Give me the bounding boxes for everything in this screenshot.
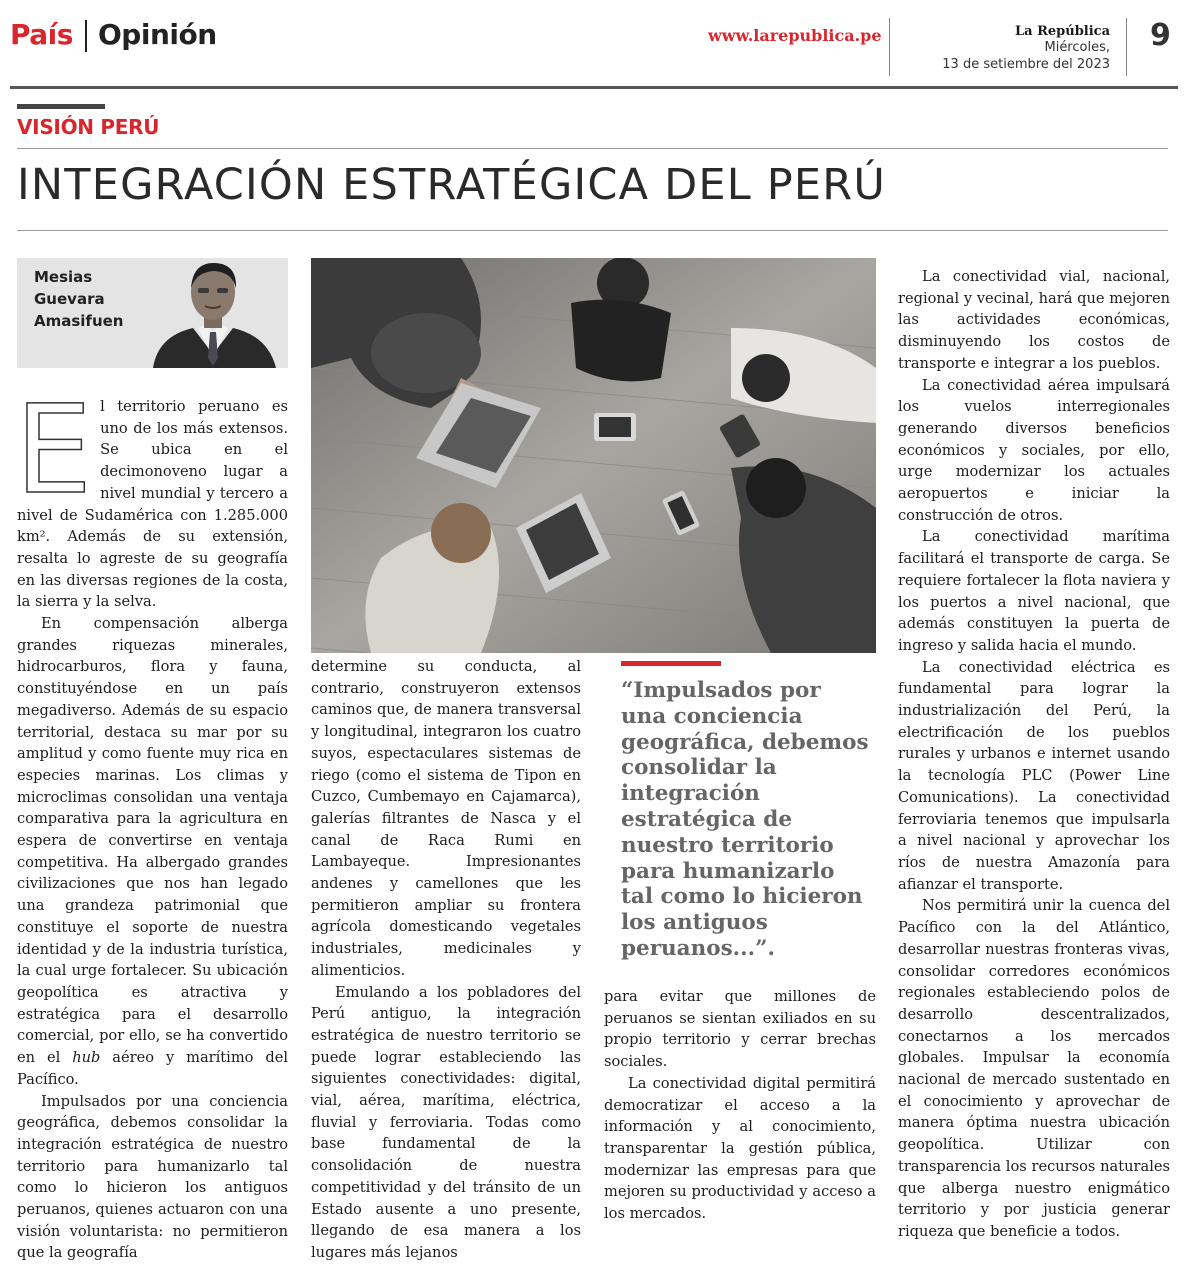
headline: INTEGRACIÓN ESTRATÉGICA DEL PERÚ — [17, 160, 886, 210]
paragraph: Emulando a los pobladores del Perú antiguo, la integración estratégica de nuestro territorio se puede lograr estableciendo las siguientes conectividades: digital, vial, aérea, marítima, eléctrica, fluvial y ferroviaria. Todas como base fundamental de la consolidación de nuestra competitividad y del tránsito de un Estado ausente a uno presente, llegando de esa manera a los lugares más lejanos — [311, 982, 581, 1264]
header-rule — [10, 86, 1178, 89]
article-column-1 — [17, 396, 288, 1264]
paragraph-text: l territorio peruano es uno de los más extensos. Se ubica en el decimonoveno lugar a nivel mundial y tercero a nivel de Sudamérica con 1.285.000 km². Además de su extensión, resalta lo agreste de su geografía en las diversas regiones de la costa, la sierra y la selva. — [17, 398, 288, 610]
paragraph-text: aéreo y marítimo del Pacífico. — [17, 1049, 288, 1088]
article-photo — [311, 258, 876, 653]
kicker-bar — [17, 104, 105, 109]
paragraph: La conectividad aérea impulsará los vuelos interregionales generando diversos beneficios económicos y sociales, por ello, urge modernizar los actuales aeropuertos e iniciar la construcción de otros. — [898, 375, 1170, 527]
paragraph — [17, 613, 288, 1090]
author-surname-1: Guevara — [34, 288, 124, 310]
article-column-2 — [311, 656, 581, 1264]
header-divider — [889, 18, 890, 76]
divider — [17, 230, 1168, 231]
article-column-3 — [604, 986, 876, 1225]
subsection-label[interactable]: Opinión — [98, 18, 217, 51]
paragraph: La conectividad eléctrica es fundamental para lograr la industrialización del Perú, la electrificación de los pueblos rurales y urbanos e internet usando la tecnología PLC (Power Line Comunications). La conectividad ferroviaria tenemos que impulsarla a nivel nacional y aprovechar los ríos de nuestra Amazonía para afianzar el transporte. — [898, 657, 1170, 896]
page-number: 9 — [1150, 18, 1171, 53]
paragraph: La conectividad digital permitirá democratizar el acceso a la información y al conocimiento, transparentar la gestión pública, modernizar las empresas para que mejoren su productividad y acceso a los mercados. — [604, 1073, 876, 1225]
newspaper-brand: La República — [960, 24, 1110, 39]
paragraph: Nos permitirá unir la cuenca del Pacífico con la del Atlántico, desarrollar nuestras fronteras vivas, consolidar corredores económicos regionales estableciendo polos de desarrollo descentralizados, conectarnos a los mercados globales. Impulsar la economía nacional de mercado sustentado en el conocimiento y aprovechar de manera óptima nuestra ubicación geopolítica. Utilizar con transparencia los recursos naturales que alberga nuestro enigmático territorio y por justicia generar riqueza que beneficie a todos. — [898, 895, 1170, 1242]
author-box — [17, 258, 288, 368]
divider — [17, 148, 1168, 149]
article-column-4 — [898, 266, 1170, 1243]
author-first-name: Mesias — [34, 266, 124, 288]
paragraph: La conectividad vial, nacional, regional y vecinal, hará que mejoren las actividades económicas, disminuyendo los costos de transporte e integrar a los pueblos. — [898, 266, 1170, 375]
paragraph: para evitar que millones de peruanos se sientan exiliados en su propio territorio y cerrar brechas sociales. — [604, 986, 876, 1073]
section-divider — [85, 20, 87, 52]
paragraph: La conectividad marítima facilitará el transporte de carga. Se requiere fortalecer la flota naviera y los puertos a nivel nacional, que además constituyen la puerta de ingreso y salida hacia el mundo. — [898, 526, 1170, 656]
drop-cap: E — [15, 400, 92, 500]
header-divider — [1126, 18, 1127, 76]
paragraph: determine su conducta, al contrario, construyeron extensos caminos que, de manera transversal y longitudinal, integraron los cuatro suyos, espectaculares sistemas de riego (como el sistema de Tipon en Cuzco, Cumbemayo en Cajamarca), galerías filtrantes de Nasca y el canal de Raca Rumi en Lambayeque. Impresionantes andenes y camellones que les permitieron ampliar su frontera agrícola domesticando vegetales industriales, medicinales y alimenticios. — [311, 656, 581, 982]
pull-quote: “Impulsados por una conciencia geográfica, debemos consolidar la integración estratégica de nuestro territorio para humanizarlo tal como lo hicieron los antiguos peruanos...”. — [621, 678, 871, 962]
section-label[interactable]: País — [10, 18, 73, 51]
publication-date: 13 de setiembre del 2023 — [930, 57, 1110, 72]
author-photo — [138, 258, 288, 368]
author-surname-2: Amasifuen — [34, 310, 124, 332]
paragraph — [17, 396, 288, 613]
quote-bar — [621, 661, 721, 666]
website-link[interactable]: www.larepublica.pe — [708, 26, 882, 45]
kicker: VISIÓN PERÚ — [17, 115, 159, 139]
weekday: Miércoles, — [960, 40, 1110, 55]
author-name — [34, 266, 124, 332]
paragraph-text: En compensación alberga grandes riquezas minerales, hidrocarburos, flora y fauna, constituyéndose en un país megadiverso. Además de su espacio territorial, destaca su mar por su amplitud y como fuente muy rica en especies marinas. Los climas y microclimas consolidan una ventaja comparativa para la agricultura en espera de convertirse en ventaja competitiva. Ha albergado grandes civilizaciones que nos han legado una grandeza patrimonial que constituye el soporte de nuestra identidad y de la industria turística, la cual urge fortalecer. Su ubicación geopolítica es atractiva y estratégica para el desarrollo comercial, por ello, se ha convertido en el — [17, 615, 288, 1066]
italic-term: hub — [72, 1049, 100, 1066]
paragraph: Impulsados por una conciencia geográfica, debemos consolidar la integración estratégica de nuestro territorio para humanizarlo tal como lo hicieron los antiguos peruanos, quienes actuaron con una visión voluntarista: no permitieron que la geografía — [17, 1091, 288, 1264]
